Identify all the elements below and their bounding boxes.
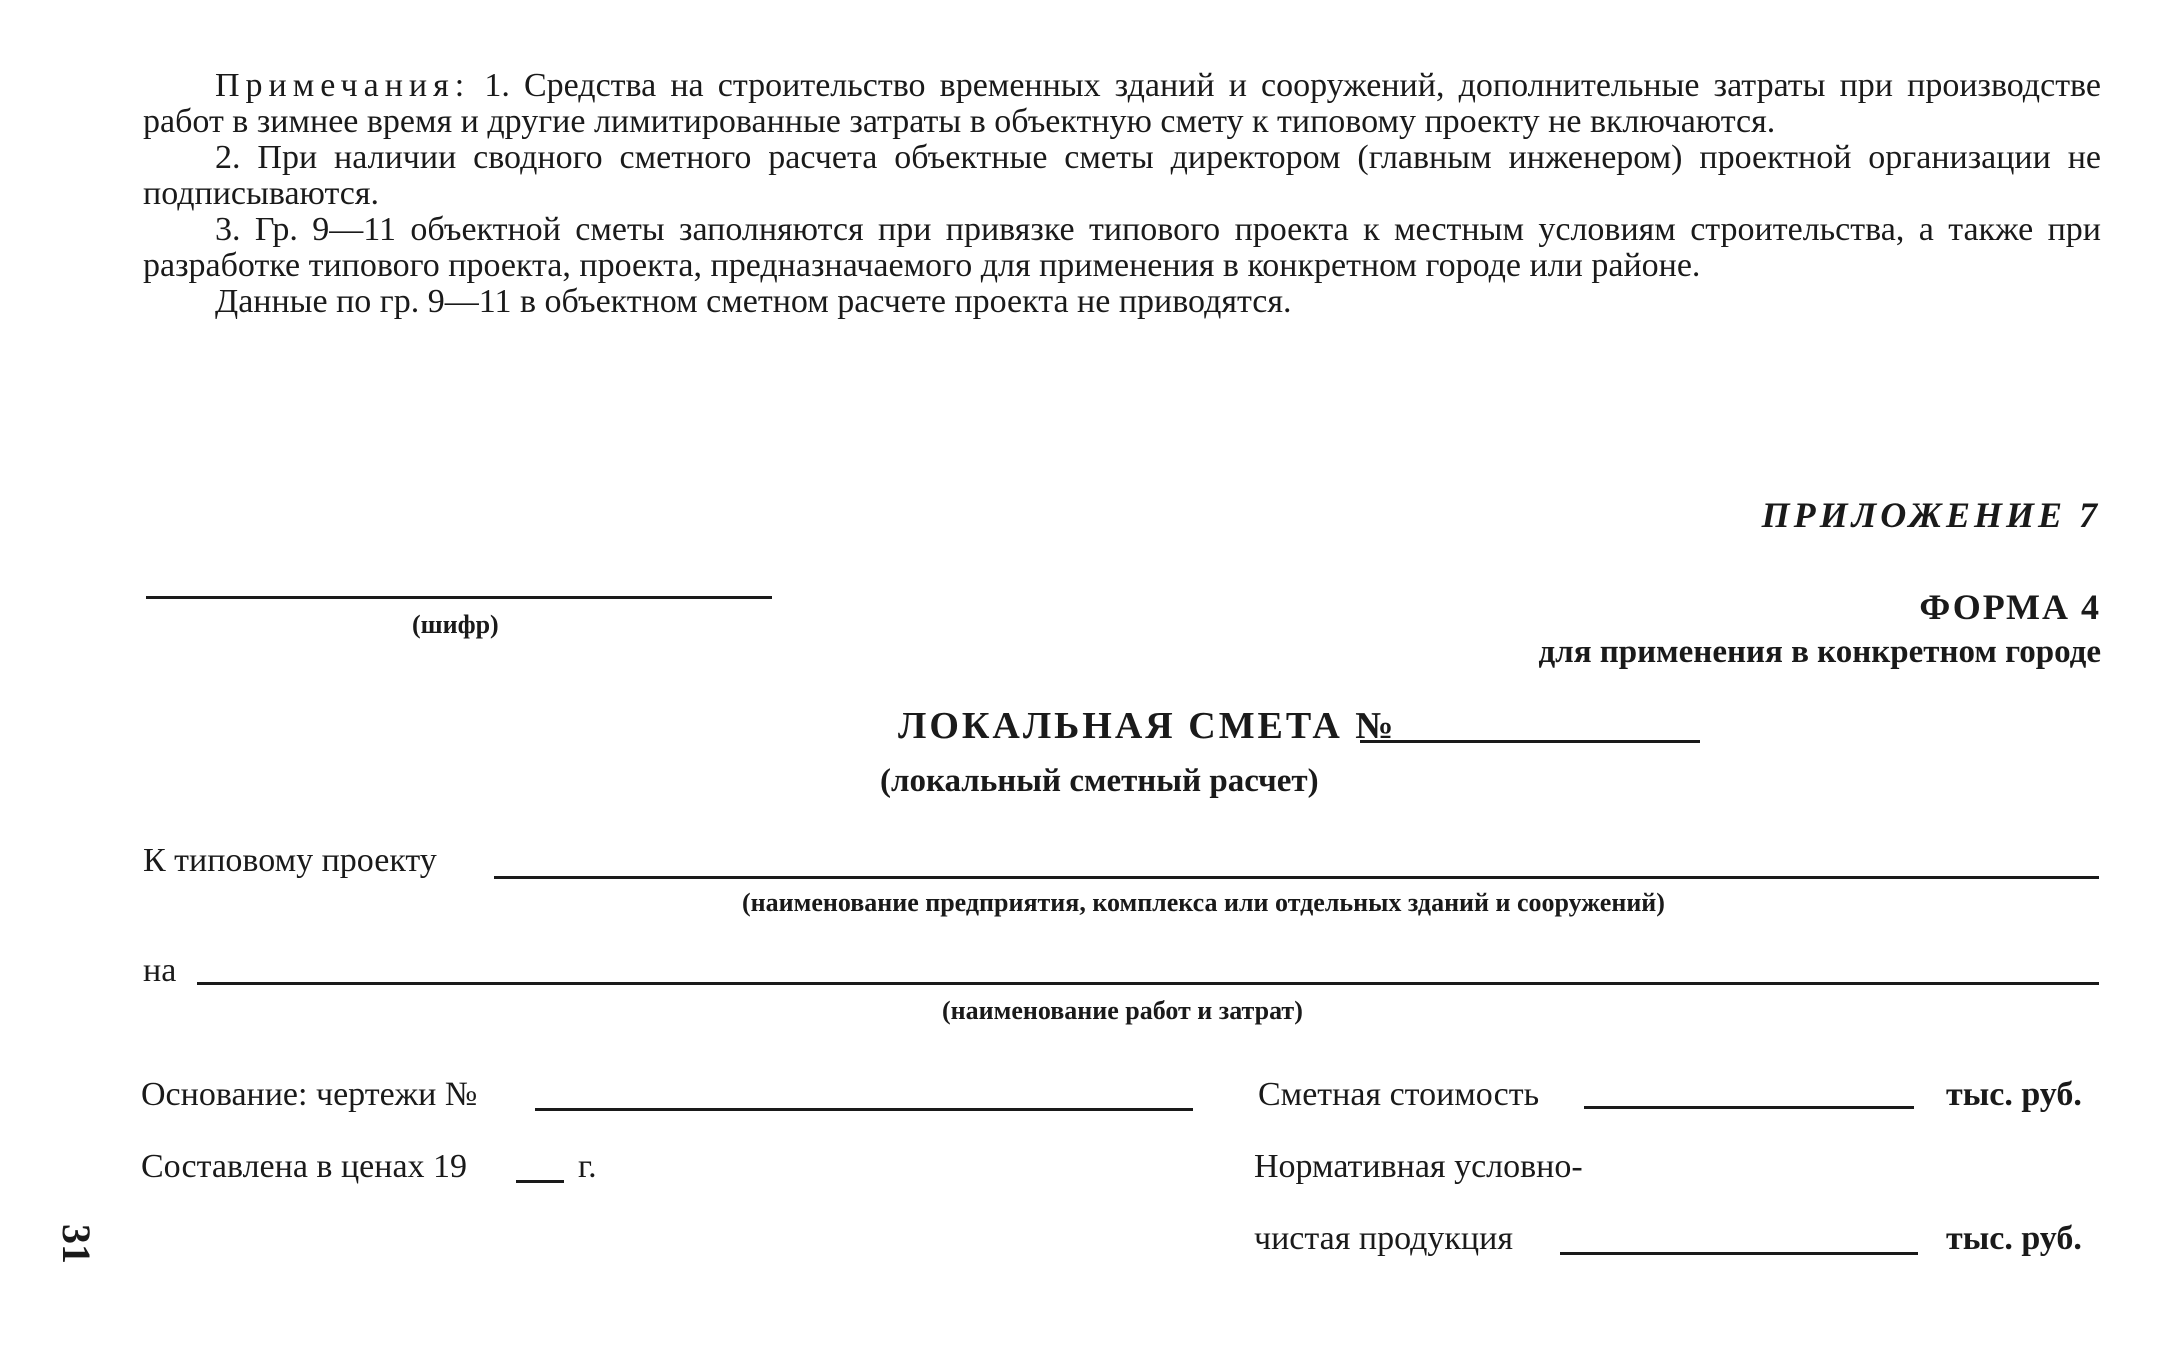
basis-label: Основание: чертежи № — [141, 1076, 478, 1113]
page-number: 31 — [54, 1224, 99, 1264]
on-field-line — [197, 982, 2099, 985]
note-4: Данные по гр. 9—11 в объектном сметном расчете проекта не приводятся. — [215, 283, 1292, 320]
prices-label: Составлена в ценах 19 — [141, 1148, 468, 1185]
norm-label-line2: чистая продукция — [1254, 1220, 1513, 1257]
note-1 — [143, 68, 2101, 140]
norm-label-line1: Нормативная условно- — [1254, 1148, 1583, 1185]
on-label: на — [143, 952, 177, 989]
prices-suffix: г. — [578, 1148, 597, 1185]
norm-unit: тыс. руб. — [1946, 1220, 2082, 1257]
project-caption: (наименование предприятия, комплекса или отдельных зданий и сооружений) — [742, 888, 1665, 917]
shifr-caption: (шифр) — [412, 610, 499, 639]
basis-field-line — [535, 1108, 1193, 1111]
project-field-line — [494, 876, 2099, 879]
estimate-title: ЛОКАЛЬНАЯ СМЕТА № — [898, 705, 1397, 747]
on-caption: (наименование работ и затрат) — [942, 996, 1303, 1025]
form-usage: для применения в конкретном городе — [1538, 634, 2101, 670]
shifr-field-line — [146, 596, 772, 599]
notes-block — [143, 68, 2101, 320]
project-label: К типовому проекту — [143, 842, 437, 879]
note-3: 3. Гр. 9—11 объектной сметы заполняются при привязке типового проекта к местным условиям строительства, а также при разработке типового проекта, проекта, предназначаемого для применения в конкретном городе или районе. — [143, 211, 2101, 284]
estimate-subtitle: (локальный сметный расчет) — [880, 763, 1319, 799]
prices-year-line — [516, 1180, 564, 1183]
note-2: 2. При наличии сводного сметного расчета объектные сметы директором (главным инженером) проектной организации не подписываются. — [143, 139, 2101, 212]
cost-unit: тыс. руб. — [1946, 1076, 2082, 1113]
note-1-text: 1. Средства на строительство временных зданий и сооружений, дополнительные затраты при производстве работ в зимнее время и другие лимитированные затраты в объектную смету к типовому проекту не включаются. — [143, 67, 2101, 140]
norm-field-line — [1560, 1252, 1918, 1255]
cost-label: Сметная стоимость — [1258, 1076, 1540, 1113]
estimate-number-line — [1360, 740, 1700, 743]
form-number: ФОРМА 4 — [1919, 587, 2101, 627]
notes-heading: Примечания: — [215, 67, 471, 104]
cost-field-line — [1584, 1106, 1914, 1109]
appendix-label: ПРИЛОЖЕНИЕ 7 — [1761, 495, 2101, 535]
